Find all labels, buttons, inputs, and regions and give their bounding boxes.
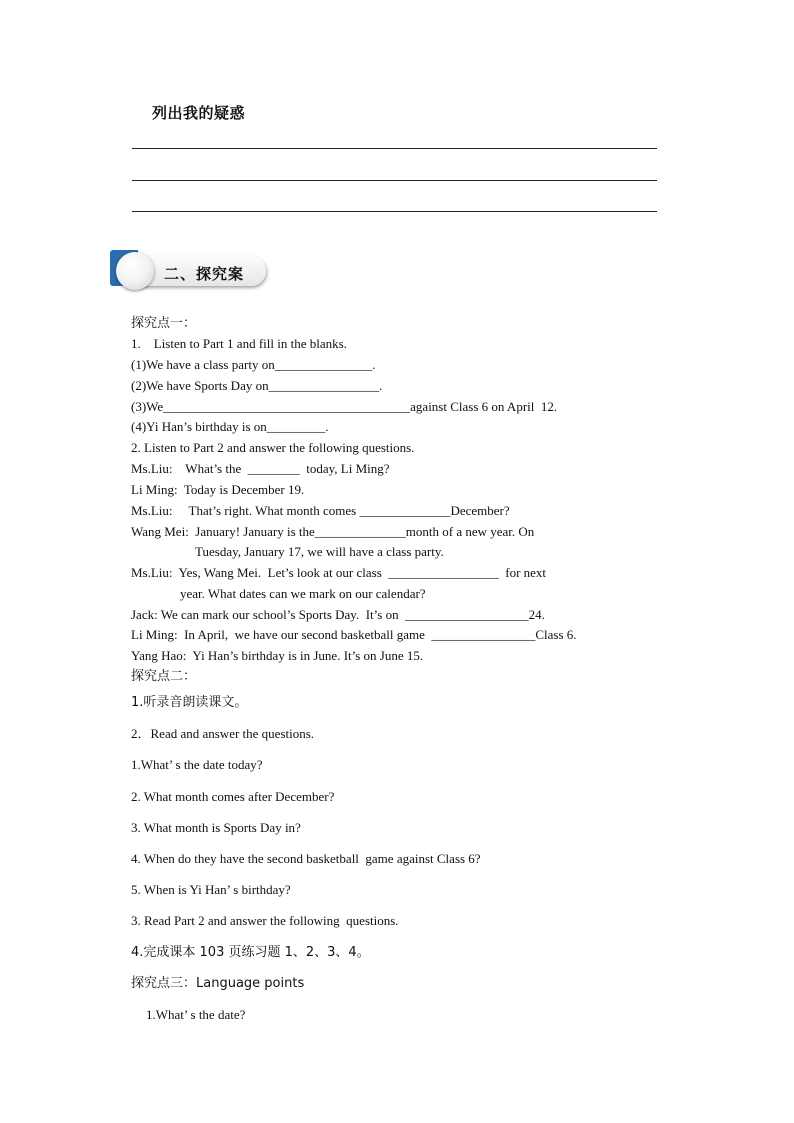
point3-heading: 探究点三：Language points — [131, 976, 305, 991]
point2-heading: 探究点二： — [131, 669, 197, 684]
answer-line — [132, 148, 657, 149]
dialogue-line: Ms.Liu: Yes, Wang Mei. Let’s look at our class _________________ for next — [131, 565, 547, 580]
point1-heading: 探究点一： — [131, 316, 197, 331]
point2-line: 2．Read and answer the questions. — [131, 726, 315, 741]
point1-line: (4)Yi Han’s birthday is on_________. — [131, 419, 329, 434]
point2-line: 3. Read Part 2 and answer the following questions. — [131, 913, 399, 928]
section-title: 二、探究案 — [164, 265, 245, 283]
dialogue-line: Tuesday, January 17, we will have a class party. — [195, 544, 444, 559]
question-line: 2. What month comes after December? — [131, 789, 335, 804]
point2-line: 1.听录音朗读课文。 — [131, 695, 248, 710]
dialogue-line: Li Ming: Today is December 19. — [131, 482, 305, 497]
badge-circle-icon — [116, 252, 154, 290]
doubts-title: 列出我的疑惑 — [152, 104, 246, 122]
question-line: 1.What’ s the date today? — [131, 757, 263, 772]
question-line: 4. When do they have the second basketball game against Class 6? — [131, 851, 481, 866]
question-line: 3. What month is Sports Day in? — [131, 820, 301, 835]
point1-line: 1. Listen to Part 1 and fill in the blanks. — [131, 336, 347, 351]
dialogue-line: year. What dates can we mark on our calendar? — [180, 586, 426, 601]
section-header — [110, 248, 270, 292]
dialogue-line: Ms.Liu: What’s the ________ today, Li Ming? — [131, 461, 390, 476]
dialogue-line: Wang Mei: January! January is the______________month of a new year. On — [131, 524, 535, 539]
dialogue-line: Ms.Liu: That’s right. What month comes ______________December? — [131, 503, 510, 518]
point1-line: (3)We______________________________________against Class 6 on April 12. — [131, 399, 558, 414]
point1-line: 2. Listen to Part 2 and answer the following questions. — [131, 440, 415, 455]
dialogue-line: Li Ming: In April, we have our second basketball game ________________Class 6. — [131, 627, 577, 642]
point3-line: 1.What’ s the date? — [146, 1007, 246, 1022]
question-line: 5. When is Yi Han’ s birthday? — [131, 882, 291, 897]
point2-line: 4.完成课本 103 页练习题 1、2、3、4。 — [131, 945, 370, 960]
answer-line — [132, 211, 657, 212]
dialogue-line: Yang Hao: Yi Han’s birthday is in June. It’s on June 15. — [131, 648, 424, 663]
dialogue-line: Jack: We can mark our school’s Sports Day. It’s on ___________________24. — [131, 607, 545, 622]
answer-line — [132, 180, 657, 181]
point1-line: (2)We have Sports Day on_________________. — [131, 378, 383, 393]
point1-line: (1)We have a class party on_______________. — [131, 357, 376, 372]
